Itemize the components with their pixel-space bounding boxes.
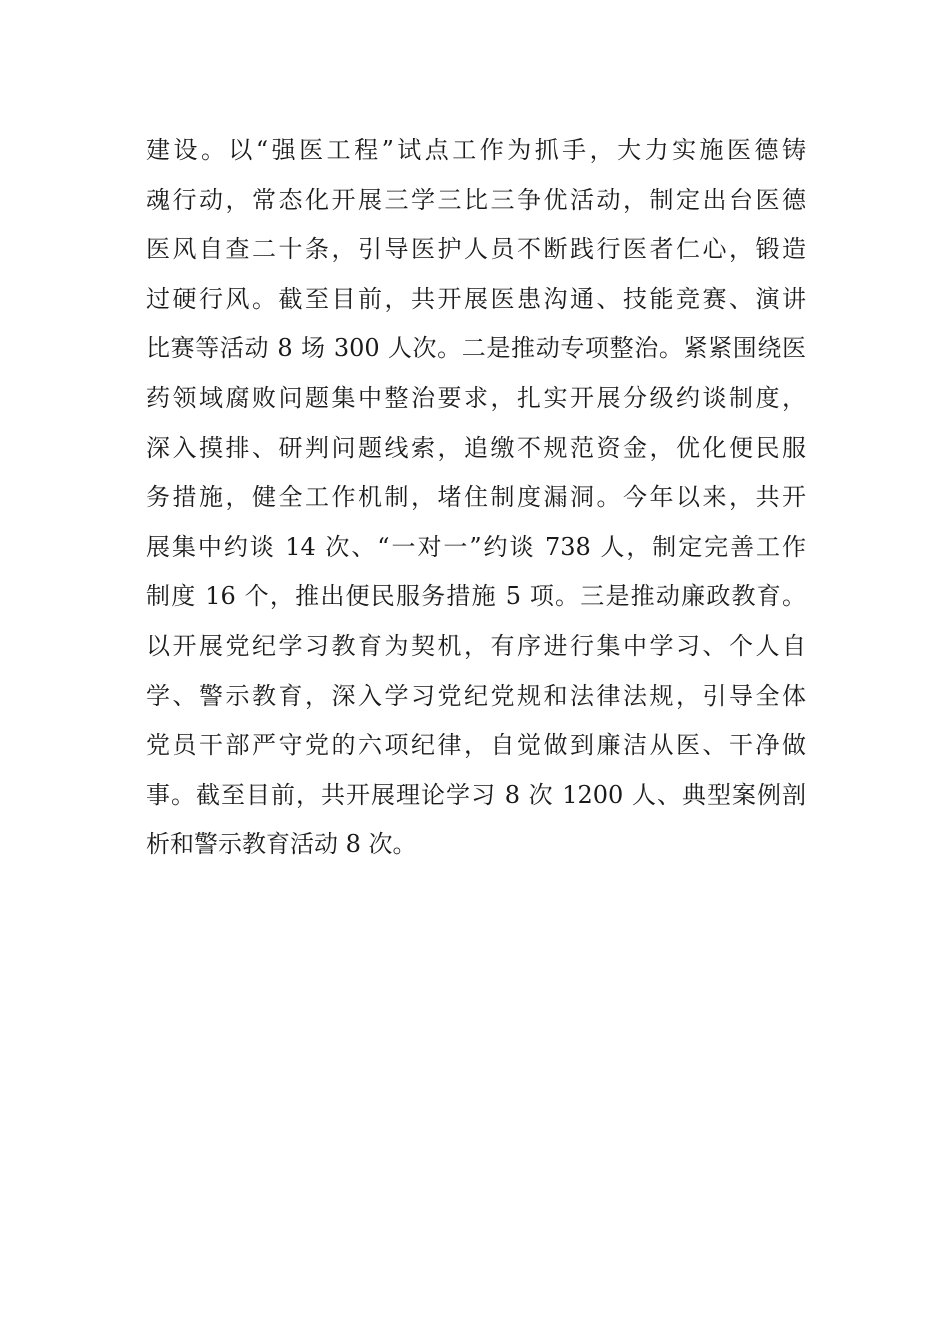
paragraph-line: 魂行动，常态化开展三学三比三争优活动，制定出台医德 <box>146 185 806 214</box>
paragraph-line: 学、警示教育，深入学习党纪党规和法律法规，引导全体 <box>146 681 806 710</box>
paragraph-line: 制度 16 个，推出便民服务措施 5 项。三是推动廉政教育。 <box>146 582 806 611</box>
paragraph-line: 医风自查二十条，引导医护人员不断践行医者仁心，锻造 <box>146 235 806 264</box>
paragraph-line: 务措施，健全工作机制，堵住制度漏洞。今年以来，共开 <box>146 483 806 512</box>
paragraph-line: 药领域腐败问题集中整治要求，扎实开展分级约谈制度， <box>146 383 806 412</box>
body-paragraph <box>146 126 806 870</box>
paragraph-line: 以开展党纪学习教育为契机，有序进行集中学习、个人自 <box>146 631 806 660</box>
paragraph-line: 展集中约谈 14 次、“一对一”约谈 738 人，制定完善工作 <box>146 532 806 561</box>
paragraph-line: 比赛等活动 8 场 300 人次。二是推动专项整治。紧紧围绕医 <box>146 334 806 363</box>
paragraph-line: 深入摸排、研判问题线索，追缴不规范资金，优化便民服 <box>146 433 806 462</box>
paragraph-line: 析和警示教育活动 8 次。 <box>146 830 417 859</box>
paragraph-line: 事。截至目前，共开展理论学习 8 次 1200 人、典型案例剖 <box>146 780 806 809</box>
paragraph-line: 党员干部严守党的六项纪律，自觉做到廉洁从医、干净做 <box>146 731 806 760</box>
paragraph-line: 建设。以“强医工程”试点工作为抓手，大力实施医德铸 <box>146 136 806 164</box>
paragraph-line: 过硬行风。截至目前，共开展医患沟通、技能竞赛、演讲 <box>146 284 806 313</box>
